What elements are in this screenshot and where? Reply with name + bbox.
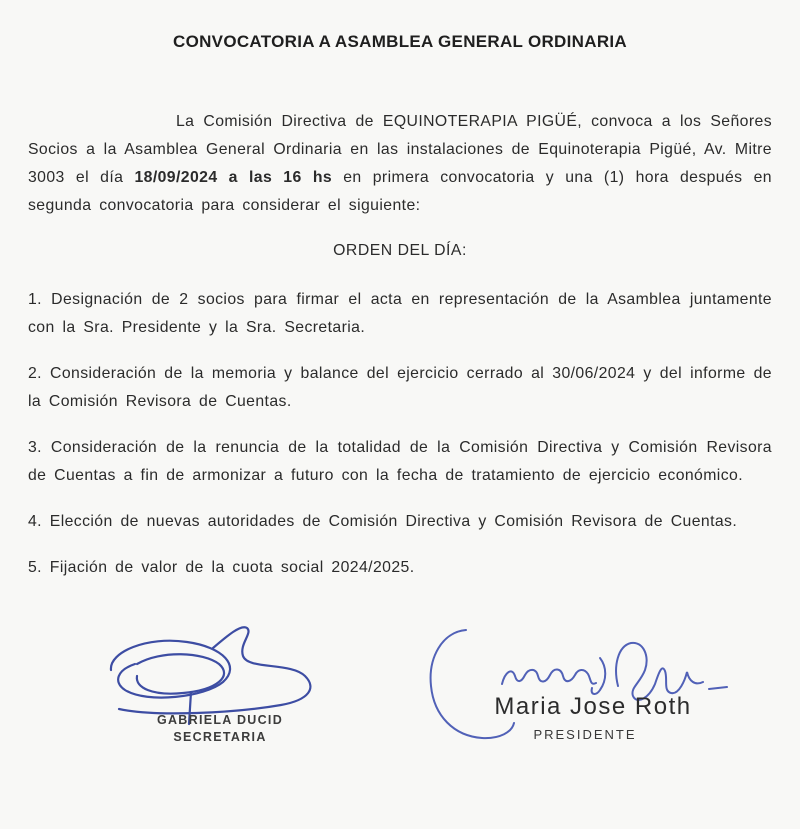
president-name: Maria Jose Roth xyxy=(494,693,692,720)
intro-text-before: La Comisión Directiva de EQUINOTERAPIA PIGÜÉ, convoca a los Señores Socios a la Asamblea General Ordinaria en las instalaciones de Equinoterapia Pigüé, Av. Mitre 3003 el día xyxy=(28,113,772,186)
secretary-name: GABRIELA DUCID xyxy=(156,713,284,727)
agenda-item-5: 5. Fijación de valor de la cuota social 2024/2025. xyxy=(28,559,415,576)
president-signature-block xyxy=(422,620,734,742)
signature-row xyxy=(28,620,772,744)
president-role: PRESIDENTE xyxy=(533,727,637,742)
secretary-signature-block xyxy=(95,620,345,744)
secretary-role: SECRETARIA xyxy=(173,730,267,744)
intro-paragraph xyxy=(28,108,772,220)
agenda-item-2: 2. Consideración de la memoria y balance del ejercicio cerrado al 30/06/2024 y del informe de la Comisión Revisora de Cuentas. xyxy=(28,365,772,410)
intro-date-bold: 18/09/2024 a las 16 hs xyxy=(134,169,333,186)
intro-text-after: en primera convocatoria y una (1) hora después en segunda convocatoria para considerar el siguiente: xyxy=(28,169,772,214)
document-title: CONVOCATORIA A ASAMBLEA GENERAL ORDINARIA xyxy=(173,32,627,51)
agenda-heading: ORDEN DEL DÍA: xyxy=(333,242,467,259)
agenda-item-1: 1. Designación de 2 socios para firmar el acta en representación de la Asamblea juntamente con la Sra. Presidente y la Sra. Secretaria. xyxy=(28,291,772,336)
agenda-item-4: 4. Elección de nuevas autoridades de Comisión Directiva y Comisión Revisora de Cuentas. xyxy=(28,513,738,530)
agenda-item-3: 3. Consideración de la renuncia de la totalidad de la Comisión Directiva y Comisión Revisora de Cuentas a fin de armonizar a futuro con la fecha de tratamiento de ejercicio económico. xyxy=(28,439,772,484)
